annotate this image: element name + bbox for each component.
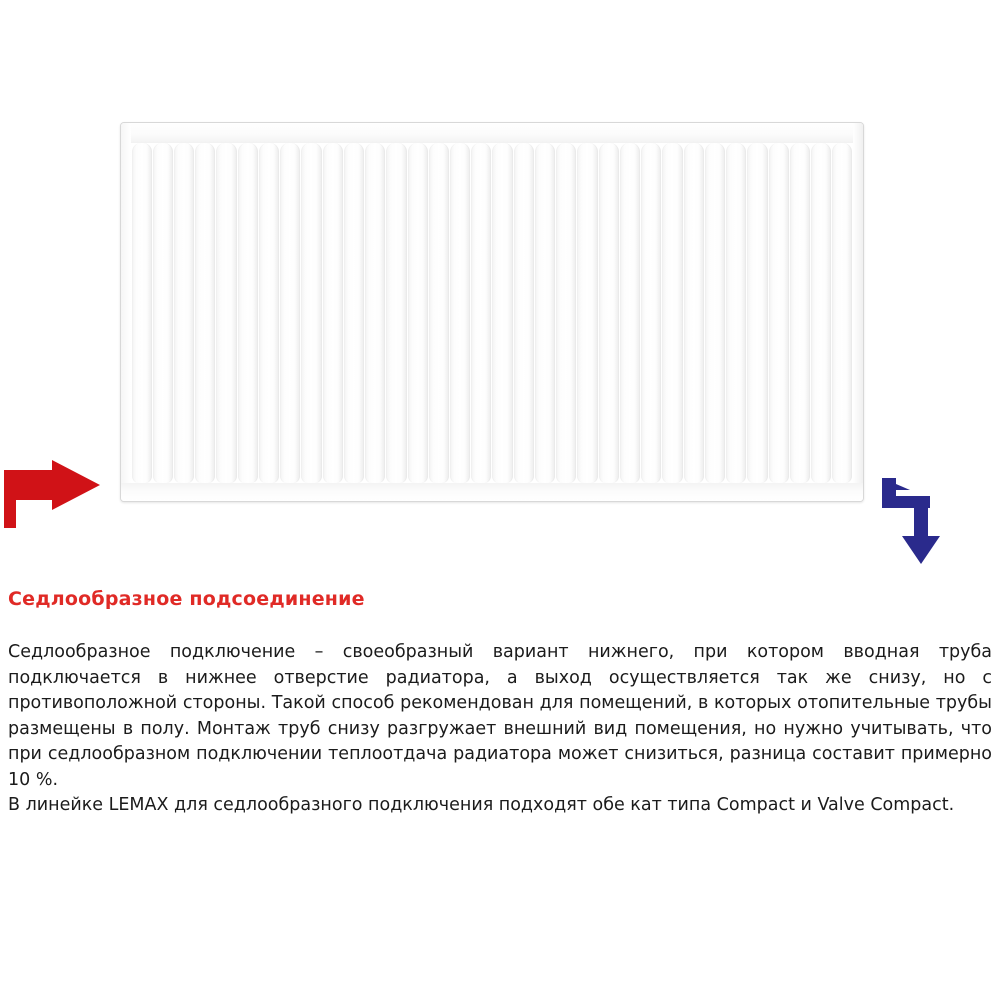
radiator-fin bbox=[386, 143, 406, 483]
radiator-fin bbox=[216, 143, 236, 483]
radiator-fin bbox=[599, 143, 619, 483]
radiator-bottom-grille bbox=[121, 483, 863, 501]
radiator-top-grille bbox=[121, 123, 863, 143]
radiator-fin bbox=[174, 143, 194, 483]
radiator-left-edge bbox=[121, 123, 131, 501]
radiator-fin bbox=[556, 143, 576, 483]
radiator-fin bbox=[684, 143, 704, 483]
radiator-fin bbox=[514, 143, 534, 483]
radiator-right-edge bbox=[853, 123, 863, 501]
radiator-fin bbox=[577, 143, 597, 483]
radiator-fin bbox=[259, 143, 279, 483]
radiator-fin bbox=[280, 143, 300, 483]
outlet-arrow bbox=[880, 478, 980, 574]
radiator-fin bbox=[323, 143, 343, 483]
radiator-fin bbox=[450, 143, 470, 483]
radiator-fins bbox=[131, 143, 853, 483]
radiator-fin bbox=[153, 143, 173, 483]
inlet-arrow bbox=[4, 460, 114, 534]
radiator-fin bbox=[662, 143, 682, 483]
radiator-fin bbox=[747, 143, 767, 483]
radiator-fin bbox=[301, 143, 321, 483]
radiator-fin bbox=[641, 143, 661, 483]
description-block bbox=[8, 640, 992, 819]
radiator-fin bbox=[132, 143, 152, 483]
radiator-fin bbox=[769, 143, 789, 483]
radiator-fin bbox=[811, 143, 831, 483]
radiator-fin bbox=[790, 143, 810, 483]
radiator-fin bbox=[429, 143, 449, 483]
panel-radiator bbox=[120, 122, 864, 502]
radiator-fin bbox=[832, 143, 852, 483]
paragraph-1: Седлообразное подключение – своеобразный вариант нижнего, при котором вводная труба подключается в нижнее отверстие радиатора, а выход осуществляется так же снизу, но с противоположной стороны. Такой способ рекомендован для помещений, в которых отопительные трубы размещены в полу. Монтаж труб снизу разгружает внешний вид помещения, но нужно учитывать, что при седлообразном подключении теплоотдача радиатора может снизиться, разница составит примерно 10 %. bbox=[8, 642, 992, 790]
radiator-fin bbox=[344, 143, 364, 483]
radiator-fin bbox=[620, 143, 640, 483]
radiator-fin bbox=[195, 143, 215, 483]
radiator-fin bbox=[238, 143, 258, 483]
paragraph-2: В линейке LEMAX для седлообразного подключения подходят обе кат типа Compact и Valve Compact. bbox=[8, 795, 955, 815]
text-content bbox=[8, 588, 992, 819]
radiator-fin bbox=[471, 143, 491, 483]
section-heading: Седлообразное подсоединение bbox=[8, 588, 365, 610]
radiator-fin bbox=[408, 143, 428, 483]
radiator-fin bbox=[705, 143, 725, 483]
radiator-fin bbox=[726, 143, 746, 483]
radiator-fin bbox=[492, 143, 512, 483]
radiator-fin bbox=[535, 143, 555, 483]
radiator-fin bbox=[365, 143, 385, 483]
